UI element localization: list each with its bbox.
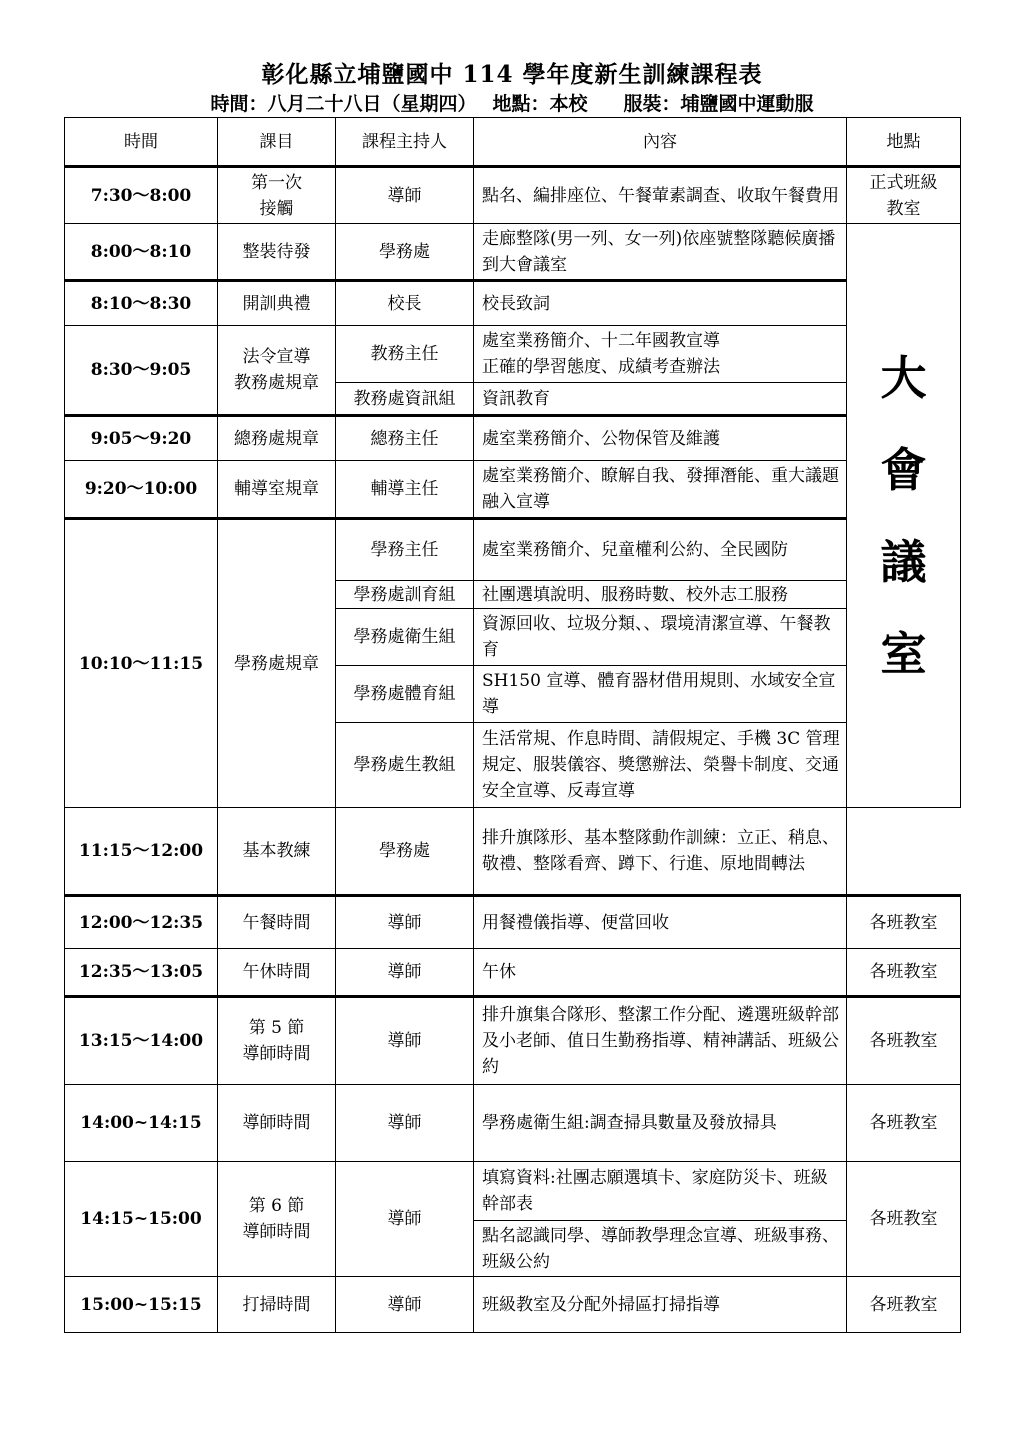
cell-content: 走廊整隊(男一列、女一列)依座號整隊聽候廣播到大會議室	[474, 224, 847, 281]
cell-host: 導師	[336, 997, 474, 1085]
table-row	[65, 416, 961, 461]
cell-content: 處室業務簡介、兒童權利公約、全民國防	[474, 519, 847, 581]
merged-location-char: 室	[880, 626, 927, 681]
cell-host: 總務主任	[336, 416, 474, 461]
content-lines: 處室業務簡介、十二年國教宣導 正確的學習態度、成績考查辦法	[482, 331, 720, 377]
subject-line: 法令宣導 教務處規章	[234, 347, 319, 393]
cell-host: 導師	[336, 1162, 474, 1277]
cell-content: 班級教室及分配外掃區打掃指導	[474, 1277, 847, 1333]
cell-content: 生活常規、作息時間、請假規定、手機 3C 管理規定、服裝儀容、獎懲辦法、榮譽卡制度、交通安全宣導、反毒宣導	[474, 723, 847, 808]
cell-time: 8:00～8:10	[65, 224, 218, 281]
cell-time: 9:05～9:20	[65, 416, 218, 461]
cell-content: 資訊教育	[474, 383, 847, 416]
cell-host: 學務處訓育組	[336, 581, 474, 609]
cell-host: 學務處	[336, 224, 474, 281]
cell-subject: 總務處規章	[218, 416, 336, 461]
table-row	[65, 1085, 961, 1162]
table-row	[65, 326, 961, 383]
table-row	[65, 808, 961, 896]
table-row	[65, 1277, 961, 1333]
cell-host: 導師	[336, 896, 474, 949]
subtitle-place: 地點：本校	[492, 93, 588, 115]
table-row	[65, 1162, 961, 1221]
cell-subject	[218, 1162, 336, 1277]
cell-time: 9:20～10:00	[65, 461, 218, 519]
cell-host: 學務處體育組	[336, 666, 474, 723]
cell-content: 午休	[474, 949, 847, 997]
cell-subject: 午餐時間	[218, 896, 336, 949]
cell-host: 輔導主任	[336, 461, 474, 519]
cell-subject: 午休時間	[218, 949, 336, 997]
cell-host: 學務處衛生組	[336, 609, 474, 666]
cell-time: 11:15～12:00	[65, 808, 218, 896]
cell-time: 12:00～12:35	[65, 896, 218, 949]
cell-subject: 導師時間	[218, 1085, 336, 1162]
cell-content: 社團選填說明、服務時數、校外志工服務	[474, 581, 847, 609]
table-row	[65, 896, 961, 949]
table-row	[65, 281, 961, 326]
location-line: 正式班級 教室	[869, 172, 938, 219]
cell-content: 處室業務簡介、瞭解自我、發揮潛能、重大議題融入宣導	[474, 461, 847, 519]
cell-content: 排升旗隊形、基本整隊動作訓練：立正、稍息、敬禮、整隊看齊、蹲下、行進、原地間轉法	[474, 808, 847, 896]
cell-content: SH150 宣導、體育器材借用規則、水域安全宣導	[474, 666, 847, 723]
table-row	[65, 519, 961, 581]
merged-location-char: 會	[880, 442, 927, 497]
cell-time: 13:15～14:00	[65, 997, 218, 1085]
cell-host: 學務處	[336, 808, 474, 896]
cell-subject	[218, 326, 336, 416]
cell-subject: 開訓典禮	[218, 281, 336, 326]
table-row	[65, 224, 961, 281]
cell-content: 填寫資料:社團志願選填卡、家庭防災卡、班級幹部表	[474, 1162, 847, 1221]
cell-subject	[218, 997, 336, 1085]
cell-time: 10:10～11:15	[65, 519, 218, 808]
cell-host: 導師	[336, 1085, 474, 1162]
header-content: 內容	[474, 118, 847, 167]
cell-content: 資源回收、垃圾分類、、環境清潔宣導、午餐教育	[474, 609, 847, 666]
cell-content: 校長致詞	[474, 281, 847, 326]
table-row	[65, 949, 961, 997]
cell-subject	[218, 167, 336, 224]
cell-subject: 輔導室規章	[218, 461, 336, 519]
subject-line: 第 5 節 導師時間	[242, 1018, 311, 1064]
cell-subject: 打掃時間	[218, 1277, 336, 1333]
cell-subject: 整裝待發	[218, 224, 336, 281]
page-title: 彰化縣立埔鹽國中 114 學年度新生訓練課程表	[261, 61, 763, 88]
cell-content	[474, 326, 847, 383]
cell-location: 各班教室	[847, 1277, 961, 1333]
cell-location: 各班教室	[847, 997, 961, 1085]
header-host: 課程主持人	[336, 118, 474, 167]
cell-host: 校長	[336, 281, 474, 326]
cell-time: 14:00~14:15	[65, 1085, 218, 1162]
cell-host: 導師	[336, 167, 474, 224]
cell-host: 學務主任	[336, 519, 474, 581]
merged-location-char: 議	[880, 534, 927, 589]
cell-location-merged	[847, 224, 961, 808]
cell-content: 處室業務簡介、公物保管及維護	[474, 416, 847, 461]
table-row	[65, 461, 961, 519]
table-header-row	[65, 118, 961, 167]
cell-time: 8:10～8:30	[65, 281, 218, 326]
subtitle-time: 時間：八月二十八日（星期四）	[210, 93, 477, 115]
subject-line: 第一次 接觸	[251, 172, 302, 219]
header-subject: 課目	[218, 118, 336, 167]
cell-location: 各班教室	[847, 896, 961, 949]
cell-location: 各班教室	[847, 1085, 961, 1162]
cell-time: 12:35～13:05	[65, 949, 218, 997]
cell-location: 各班教室	[847, 949, 961, 997]
table-row	[65, 167, 961, 224]
cell-subject: 基本教練	[218, 808, 336, 896]
subtitle-dress: 服裝：埔鹽國中運動服	[623, 93, 814, 115]
cell-content: 排升旗集合隊形、整潔工作分配、遴選班級幹部及小老師、值日生勤務指導、精神講話、班級公約	[474, 997, 847, 1085]
page-subtitle	[0, 91, 1024, 117]
schedule-table	[64, 117, 961, 1333]
cell-location: 各班教室	[847, 1162, 961, 1277]
cell-host: 導師	[336, 1277, 474, 1333]
cell-content: 點名認識同學、導師教學理念宣導、班級事務、班級公約	[474, 1221, 847, 1277]
cell-time: 14:15~15:00	[65, 1162, 218, 1277]
header-location: 地點	[847, 118, 961, 167]
cell-time: 8:30～9:05	[65, 326, 218, 416]
table-row	[65, 997, 961, 1085]
header-time: 時間	[65, 118, 218, 167]
cell-time: 7:30～8:00	[65, 167, 218, 224]
cell-content: 學務處衛生組:調查掃具數量及發放掃具	[474, 1085, 847, 1162]
cell-subject: 學務處規章	[218, 519, 336, 808]
cell-host: 學務處生教組	[336, 723, 474, 808]
subject-line: 第 6 節 導師時間	[242, 1196, 311, 1242]
cell-content: 點名、編排座位、午餐葷素調查、收取午餐費用	[474, 167, 847, 224]
cell-host: 教務處資訊組	[336, 383, 474, 416]
cell-location	[847, 167, 961, 224]
cell-host: 教務主任	[336, 326, 474, 383]
merged-location-char: 大	[880, 350, 927, 405]
cell-time: 15:00~15:15	[65, 1277, 218, 1333]
cell-host: 導師	[336, 949, 474, 997]
cell-content: 用餐禮儀指導、便當回收	[474, 896, 847, 949]
